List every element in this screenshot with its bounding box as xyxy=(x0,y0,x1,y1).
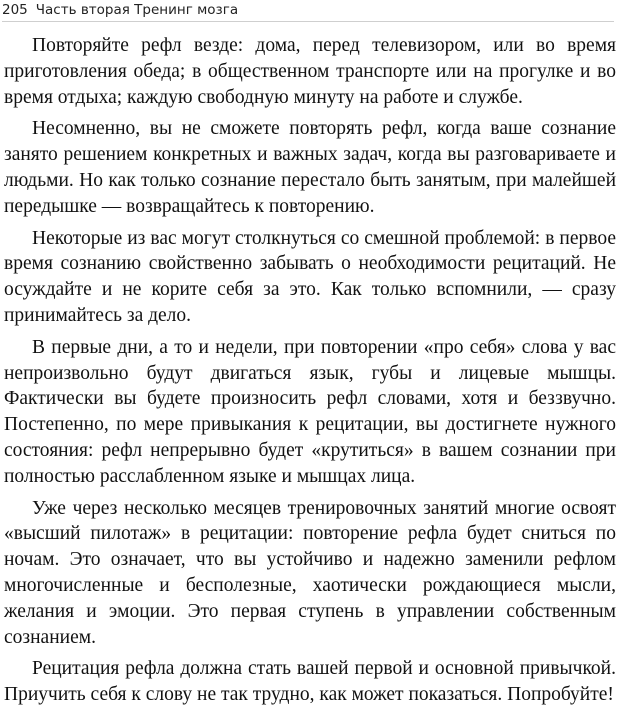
page-number: 205 xyxy=(2,2,28,18)
paragraph: Некоторые из вас могут столкнуться со смешной проблемой: в первое время сознанию свойственно забывать о необходимости рецитаций. Не осуждайте и не корите себя за это. Как только вспомнили, — сразу принимайтесь за дело. xyxy=(4,227,616,326)
body-text xyxy=(4,33,616,714)
paragraph: В первые дни, а то и недели, при повторении «про себя» слова у вас непроизвольно будут двигаться язык, губы и лицевые мышцы. Фактически вы будете произносить рефл словами, хотя и беззвучно. Постепенно, по мере привыкания к рецитации, вы достигнете нужного состояния: рефл непрерывно будет «крутиться» в вашем сознании при полностью расслабленном языке и мышцах лица. xyxy=(4,336,616,487)
paragraph: Повторяйте рефл везде: дома, перед телевизором, или во время приготовления обеда; в общественном транспорте или на прогулке и во время отдыха; каждую свободную минуту на работе и службе. xyxy=(4,35,616,108)
paragraph: Рецитация рефла должна стать вашей первой и основной привычкой. Приучить себя к слову не так трудно, как может показаться. Попробуйте! xyxy=(4,658,616,706)
paragraph: Несомненно, вы не сможете повторять рефл, когда ваше сознание занято решением конкретных и важных задач, когда вы разговариваете и людьми. Но как только сознание перестало быть занятым, при малейшей передышке — возвращайтесь к повторению. xyxy=(4,118,616,217)
running-head xyxy=(2,1,614,22)
running-head-title: Часть вторая Тренинг мозга xyxy=(35,2,239,18)
paragraph: Уже через несколько месяцев тренировочных занятий многие освоят «высший пилотаж» в рецитации: повторение рефла будет сниться по ночам. Это означает, что вы устойчиво и надежно заменили рефлом многочисленные и бесполезные, хаотически рождающиеся мысли, желания и эмоции. Это первая ступень в управлении собственным сознанием. xyxy=(4,497,616,648)
